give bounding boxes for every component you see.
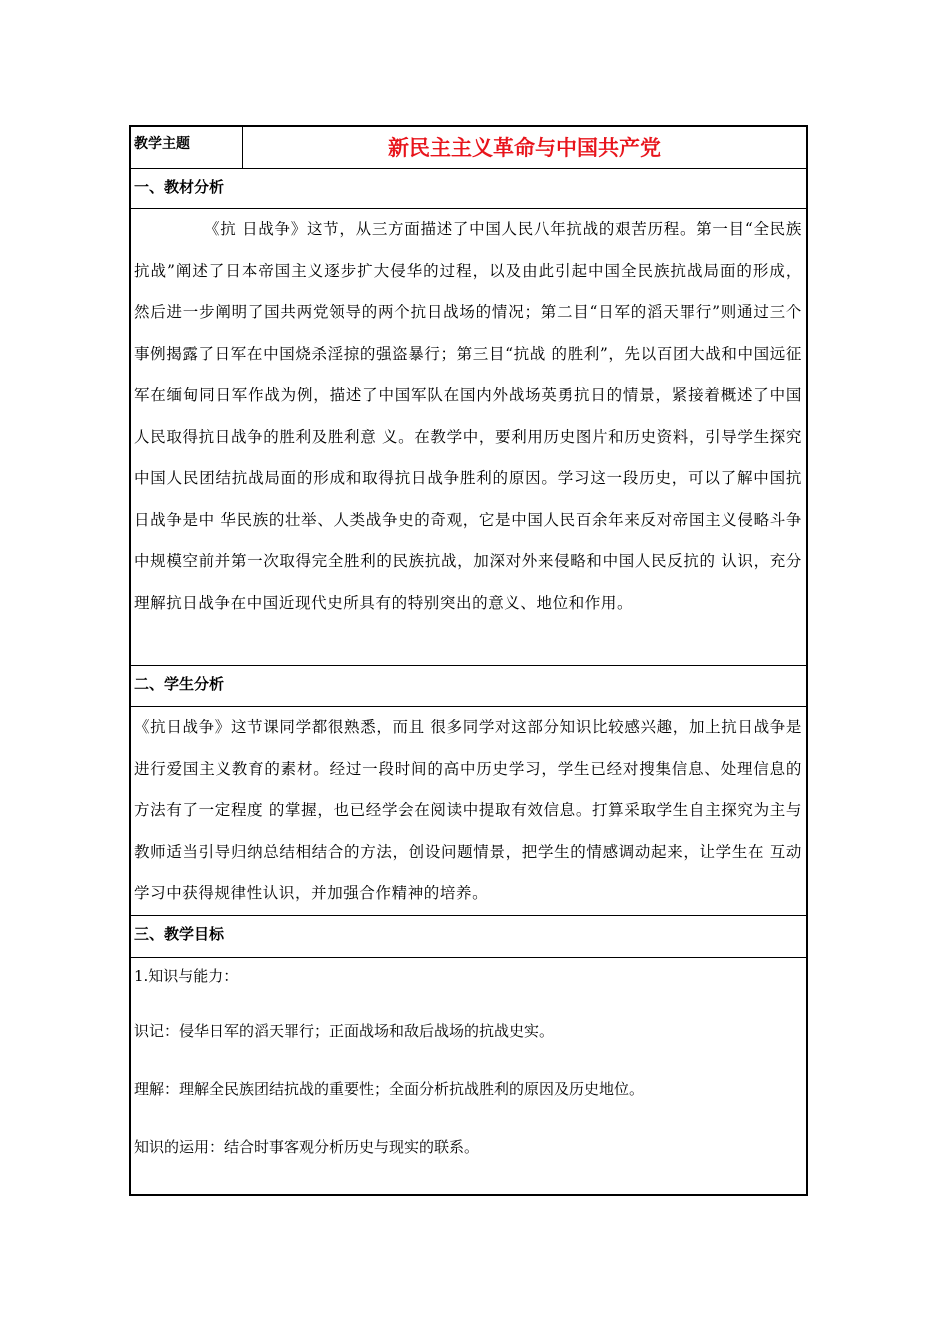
topic-label: 教学主题 xyxy=(131,127,243,169)
section2-heading-row xyxy=(131,666,806,707)
section3-heading-row xyxy=(131,916,806,958)
goal-item: 识记：侵华日军的滔天罪行；正面战场和敌后战场的抗战史实。 xyxy=(134,1022,555,1040)
section3-heading: 三、教学目标 xyxy=(134,925,225,943)
section2-body-row xyxy=(131,707,806,916)
section3-body-row xyxy=(131,958,806,1194)
section2-text: 《抗日战争》这节课同学都很熟悉，而且 很多同学对这部分知识比较感兴趣，加上抗日战争是进行爱国主义教育的素材。经过一段时间的高中历史学习，学生已经对搜集信息、处理信息的方法有了一定程度 的掌握，也已经学会在阅读中提取有效信息。打算采取学生自主探究为主与教师适当引导归纳总结相结合的方法，创设问题情景，把学生的情感调动起来，让学生在 互动学习中获得规律性认识，并加强合作精神的培养。 xyxy=(134,718,802,902)
goal-item: 理解：理解全民族团结抗战的重要性；全面分析抗战胜利的原因及历史地位。 xyxy=(134,1080,645,1098)
goal-item: 1.知识与能力： xyxy=(134,967,239,985)
lesson-plan-table xyxy=(129,125,808,1196)
section1-text: 《抗 日战争》这节，从三方面描述了中国人民八年抗战的艰苦历程。第一目“全民族抗战”阐述了日本帝国主义逐步扩大侵华的过程，以及由此引起中国全民族抗战局面的形成，然后进一步阐明了国共两党领导的两个抗日战场的情况；第二目“日军的滔天罪行”则通过三个事例揭露了日军在中国烧杀淫掠的强盗暴行；第三目“抗战 的胜利”，先以百团大战和中国远征军在缅甸同日军作战为例，描述了中国军队在国内外战场英勇抗日的情景，紧接着概述了中国人民取得抗日战争的胜利及胜利意 义。在教学中，要利用历史图片和历史资料，引导学生探究中国人民团结抗战局面的形成和取得抗日战争胜利的原因。学习这一段历史，可以了解中国抗日战争是中 华民族的壮举、人类战争史的奇观，它是中国人民百余年来反对帝国主义侵略斗争中规模空前并第一次取得完全胜利的民族抗战，加深对外来侵略和中国人民反抗的 认识，充分理解抗日战争在中国近现代史所具有的特别突出的意义、地位和作用。 xyxy=(134,220,802,612)
section1-body-row xyxy=(131,209,806,666)
topic-title: 新民主主义革命与中国共产党 xyxy=(388,136,661,160)
topic-row xyxy=(131,127,806,169)
section2-heading: 二、学生分析 xyxy=(134,675,225,693)
goal-item: 知识的运用：结合时事客观分析历史与现实的联系。 xyxy=(134,1138,480,1156)
section1-heading-row xyxy=(131,169,806,209)
section1-heading: 一、教材分析 xyxy=(134,178,225,196)
